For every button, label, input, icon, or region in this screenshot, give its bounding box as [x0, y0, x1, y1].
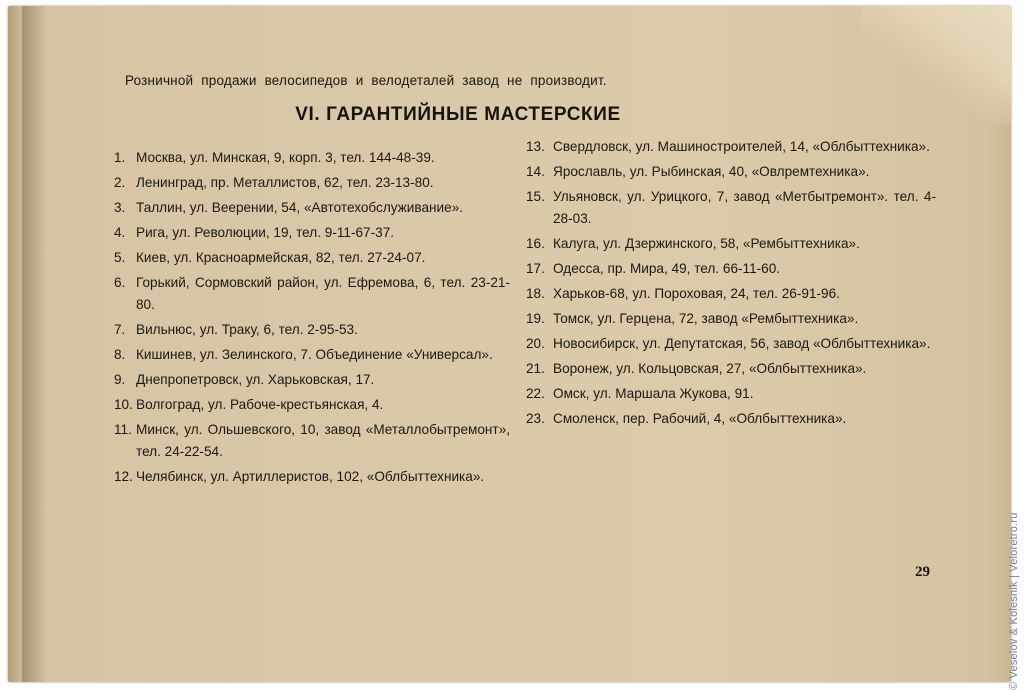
- list-item: [526, 161, 936, 183]
- item-number: 6.: [114, 275, 126, 290]
- list-item: [114, 172, 510, 194]
- retail-note: Розничной продажи велосипедов и велодеталей завод не производит.: [125, 73, 607, 88]
- list-item: [526, 233, 936, 255]
- item-number: 21.: [526, 361, 545, 376]
- list-item: [114, 466, 510, 488]
- item-number: 11.: [114, 422, 132, 437]
- item-text: Москва, ул. Минская, 9, корп. 3, тел. 144-48-39.: [136, 150, 435, 165]
- page-number: 29: [915, 564, 930, 580]
- list-item: [526, 408, 936, 430]
- list-item: [526, 136, 936, 158]
- item-number: 8.: [114, 347, 126, 362]
- item-number: 4.: [114, 225, 126, 240]
- list-item: [526, 186, 936, 230]
- list-item: [114, 319, 510, 341]
- item-text: Томск, ул. Герцена, 72, завод «Рембыттехника».: [553, 311, 859, 326]
- item-number: 15.: [526, 189, 545, 204]
- booklet-page: [8, 6, 1011, 682]
- item-number: 13.: [526, 139, 545, 154]
- item-number: 17.: [526, 261, 545, 276]
- item-text: Ульяновск, ул. Урицкого, 7, завод «Метбытремонт». тел. 4-28-03.: [553, 189, 936, 226]
- list-item: [114, 344, 510, 366]
- item-number: 19.: [526, 311, 545, 326]
- item-text: Омск, ул. Маршала Жукова, 91.: [553, 386, 754, 401]
- item-number: 23.: [526, 411, 545, 426]
- section-title: VI. ГАРАНТИЙНЫЕ МАСТЕРСКИЕ: [295, 104, 621, 125]
- item-number: 14.: [526, 164, 545, 179]
- item-number: 9.: [114, 372, 126, 387]
- item-number: 7.: [114, 322, 126, 337]
- list-item: [114, 222, 510, 244]
- item-number: 2.: [114, 175, 126, 190]
- item-number: 22.: [526, 386, 545, 401]
- item-text: Вильнюс, ул. Траку, 6, тел. 2-95-53.: [136, 322, 358, 337]
- list-item: [114, 197, 510, 219]
- item-number: 3.: [114, 200, 126, 215]
- item-text: Волгоград, ул. Рабоче-крестьянская, 4.: [136, 397, 384, 412]
- list-item: [526, 333, 936, 355]
- workshop-list-left: [114, 147, 510, 491]
- item-text: Калуга, ул. Дзержинского, 58, «Рембыттехника».: [553, 236, 860, 251]
- item-number: 16.: [526, 236, 545, 251]
- item-text: Киев, ул. Красноармейская, 82, тел. 27-24-07.: [136, 250, 426, 265]
- item-text: Кишинев, ул. Зелинского, 7. Объединение «Универсал».: [136, 347, 493, 362]
- item-text: Днепропетровск, ул. Харьковская, 17.: [136, 372, 375, 387]
- list-item: [114, 272, 510, 316]
- item-text: Воронеж, ул. Кольцовская, 27, «Облбыттехника».: [553, 361, 867, 376]
- item-text: Ярославль, ул. Рыбинская, 40, «Овлремтехника».: [553, 164, 870, 179]
- list-item: [526, 308, 936, 330]
- item-text: Рига, ул. Революции, 19, тел. 9-11-67-37.: [136, 225, 395, 240]
- item-text: Таллин, ул. Веерении, 54, «Автотехобслуживание».: [136, 200, 464, 215]
- item-number: 12.: [114, 469, 133, 484]
- list-item: [526, 283, 936, 305]
- item-number: 10.: [114, 397, 133, 412]
- item-text: Горький, Сормовский район, ул. Ефремова, 6, тел. 23-21-80.: [136, 275, 510, 312]
- list-item: [526, 383, 936, 405]
- item-text: Смоленск, пер. Рабочий, 4, «Облбыттехника».: [553, 411, 847, 426]
- item-text: Челябинск, ул. Артиллеристов, 102, «Облбыттехника».: [136, 469, 485, 484]
- item-text: Свердловск, ул. Машиностроителей, 14, «Облбыттехника».: [553, 139, 930, 154]
- copyright-watermark: © Veselov & Kolesnik | Veloretro.ru: [1008, 512, 1020, 690]
- item-number: 18.: [526, 286, 545, 301]
- list-item: [114, 247, 510, 269]
- list-item: [114, 419, 510, 463]
- item-number: 5.: [114, 250, 126, 265]
- list-item: [114, 394, 510, 416]
- item-text: Минск, ул. Ольшевского, 10, завод «Металлобытремонт», тел. 24-22-54.: [136, 422, 510, 459]
- list-item: [526, 358, 936, 380]
- list-item: [114, 147, 510, 169]
- list-item: [526, 258, 936, 280]
- item-text: Одесса, пр. Мира, 49, тел. 66-11-60.: [553, 261, 781, 276]
- item-number: 1.: [114, 150, 126, 165]
- workshop-list-right: [526, 136, 936, 433]
- list-item: [114, 369, 510, 391]
- item-number: 20.: [526, 336, 545, 351]
- item-text: Харьков-68, ул. Пороховая, 24, тел. 26-91-96.: [553, 286, 840, 301]
- item-text: Ленинград, пр. Металлистов, 62, тел. 23-13-80.: [136, 175, 434, 190]
- item-text: Новосибирск, ул. Депутатская, 56, завод «Облбыттехника».: [553, 336, 931, 351]
